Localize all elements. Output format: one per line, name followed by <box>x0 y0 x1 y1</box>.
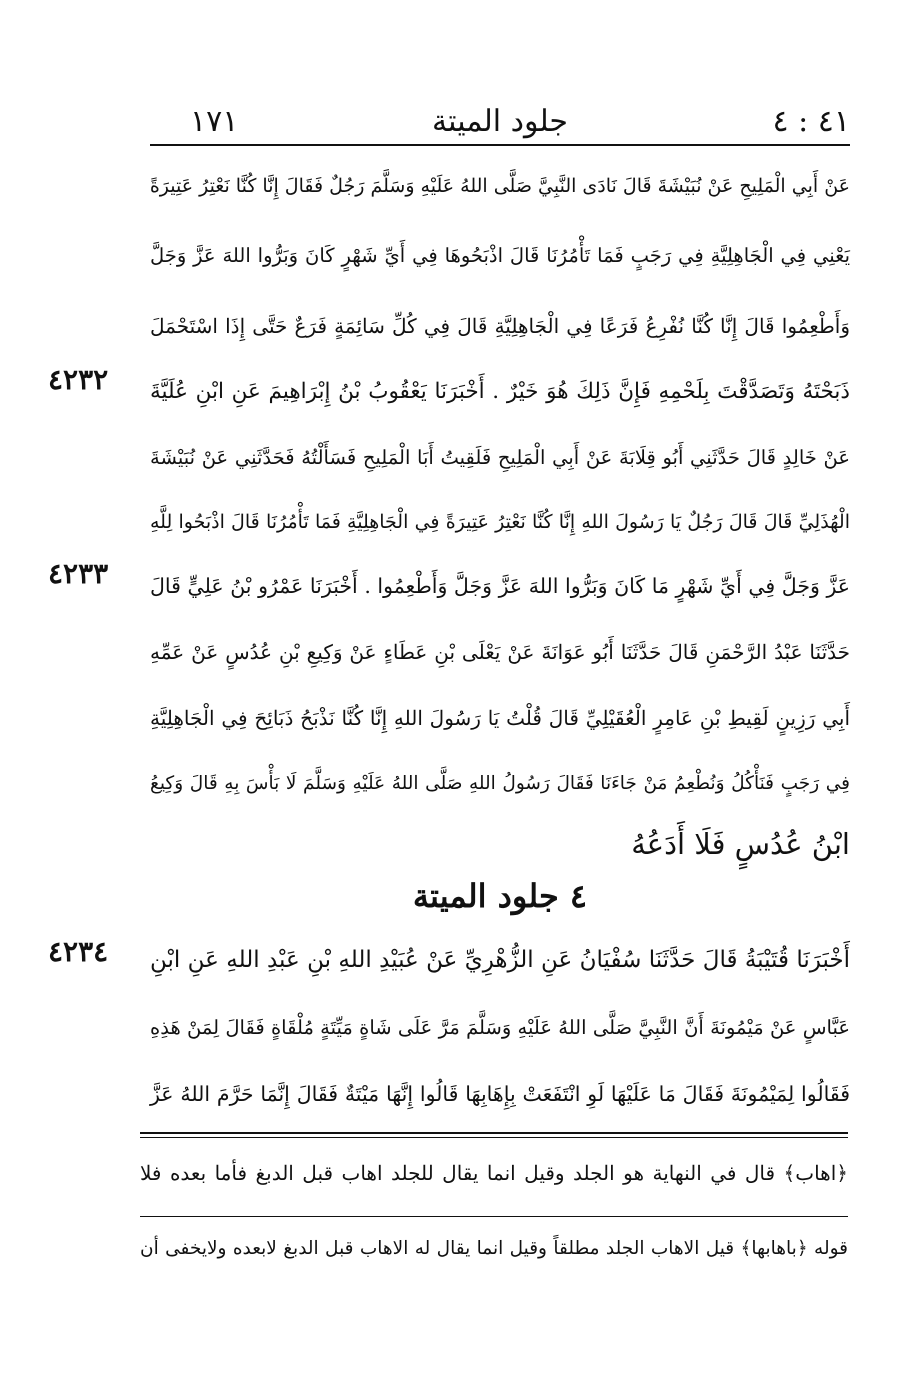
hadith-number: ٤٢٣٢ <box>48 363 109 396</box>
text-line: عَزَّ وَجَلَّ فِي أَيِّ شَهْرٍ مَا كَانَ وَبَرُّوا اللهَ عَزَّ وَجَلَّ وَأَطْعِمُوا . أَخْبَرَنَا عَمْرُو بْنُ عَلِيٍّ قَالَ <box>150 574 850 598</box>
page-header <box>150 100 850 144</box>
hadith-number: ٤٢٣٣ <box>48 557 109 590</box>
text-line: حَدَّثَنَا عَبْدُ الرَّحْمَنِ قَالَ حَدَّثَنَا أَبُو عَوَانَةَ عَنْ يَعْلَى بْنِ عَطَاءٍ عَنْ وَكِيعِ بْنِ عُدُسٍ عَنْ عَمِّهِ <box>150 640 850 664</box>
header-rule <box>150 144 850 146</box>
text-line: فَقَالُوا لِمَيْمُونَةَ فَقَالَ مَا عَلَيْهَا لَوِ انْتَفَعَتْ بِإِهَابِهَا قَالُوا إِنَّهَا مَيْتَةٌ فَقَالَ إِنَّمَا حَرَّمَ اللهُ عَزَّ <box>150 1082 850 1106</box>
chapter-reference: ٤١ : ٤ <box>772 104 850 139</box>
text-line: ابْنُ عُدُسٍ فَلَا أَدَعُهُ <box>631 827 850 861</box>
footnote-line: قوله ﴿باهابها﴾ قيل الاهاب الجلد مطلقاً وقيل انما يقال له الاهاب قبل الدبغ لابعده ولايخفى أن <box>140 1238 848 1259</box>
text-line: عَبَّاسٍ عَنْ مَيْمُونَةَ أَنَّ النَّبِيَّ صَلَّى اللهُ عَلَيْهِ وَسَلَّمَ مَرَّ عَلَى شَاةٍ مَيِّتَةٍ مُلْقَاةٍ فَقَالَ لِمَنْ هَذِهِ <box>150 1016 850 1039</box>
chapter-heading: ٤ جلود الميتة <box>412 877 588 915</box>
footnote-separator <box>140 1132 848 1134</box>
text-line: أَبِي رَزِينٍ لَقِيطِ بْنِ عَامِرٍ الْعُقَيْلِيِّ قَالَ قُلْتُ يَا رَسُولَ اللهِ إِنَّا كُنَّا نَذْبَحُ ذَبَائِحَ فِي الْجَاهِلِيَّةِ <box>150 706 850 730</box>
text-line: عَنْ خَالِدٍ قَالَ حَدَّثَنِي أَبُو قِلَابَةَ عَنْ أَبِي الْمَلِيحِ فَلَقِيتُ أَبَا الْمَلِيحِ فَسَأَلْتُهُ فَحَدَّثَنِي عَنْ نُبَيْشَةَ <box>150 446 850 469</box>
text-line: أَخْبَرَنَا قُتَيْبَةُ قَالَ حَدَّثَنَا سُفْيَانُ عَنِ الزُّهْرِيِّ عَنْ عُبَيْدِ اللهِ بْنِ عَبْدِ اللهِ عَنِ ابْنِ <box>150 947 850 973</box>
text-line: ذَبَحْتَهُ وَتَصَدَّقْتَ بِلَحْمِهِ فَإِنَّ ذَلِكَ هُوَ خَيْرٌ . أَخْبَرَنَا يَعْقُوبُ بْنُ إِبْرَاهِيمَ عَنِ ابْنِ عُلَيَّةَ <box>150 379 850 404</box>
text-line: يَعْنِي فِي الْجَاهِلِيَّةِ فِي رَجَبٍ فَمَا تَأْمُرُنَا قَالَ اذْبَحُوهَا فِي أَيِّ شَهْرٍ كَانَ وَبَرُّوا اللهَ عَزَّ وَجَلَّ <box>150 244 850 267</box>
running-title: جلود الميتة <box>432 104 568 139</box>
text-line: الْهُذَلِيِّ قَالَ قَالَ رَجُلٌ يَا رَسُولَ اللهِ إِنَّا كُنَّا نَعْتِرُ عَتِيرَةً فِي الْجَاهِلِيَّةِ فَمَا تَأْمُرُنَا قَالَ اذْبَحُوا لِلَّهِ <box>150 511 850 533</box>
text-line: فِي رَجَبٍ فَنَأْكُلُ وَنُطْعِمُ مَنْ جَاءَنَا فَقَالَ رَسُولُ اللهِ صَلَّى اللهُ عَلَيْهِ وَسَلَّمَ لَا بَأْسَ بِهِ قَالَ وَكِيعُ <box>150 773 850 794</box>
footnote-separator <box>140 1216 848 1217</box>
text-line: وَأَطْعِمُوا قَالَ إِنَّا كُنَّا نُفْرِعُ فَرَعًا فِي الْجَاهِلِيَّةِ قَالَ فِي كُلِّ سَائِمَةٍ فَرَعٌ حَتَّى إِذَا اسْتَحْمَلَ <box>150 314 850 338</box>
text-line: عَنْ أَبِي الْمَلِيحِ عَنْ نُبَيْشَةَ قَالَ نَادَى النَّبِيَّ صَلَّى اللهُ عَلَيْهِ وَسَلَّمَ رَجُلٌ فَقَالَ إِنَّا كُنَّا نَعْتِرُ عَتِيرَةً <box>149 175 850 197</box>
hadith-number: ٤٢٣٤ <box>48 935 109 968</box>
page-number: ١٧١ <box>190 104 239 139</box>
footnote-separator <box>140 1137 848 1138</box>
footnote-line: ﴿اهاب﴾ قال في النهاية هو الجلد وقيل انما يقال للجلد اهاب قبل الدبغ فأما بعده فلا <box>140 1161 848 1185</box>
